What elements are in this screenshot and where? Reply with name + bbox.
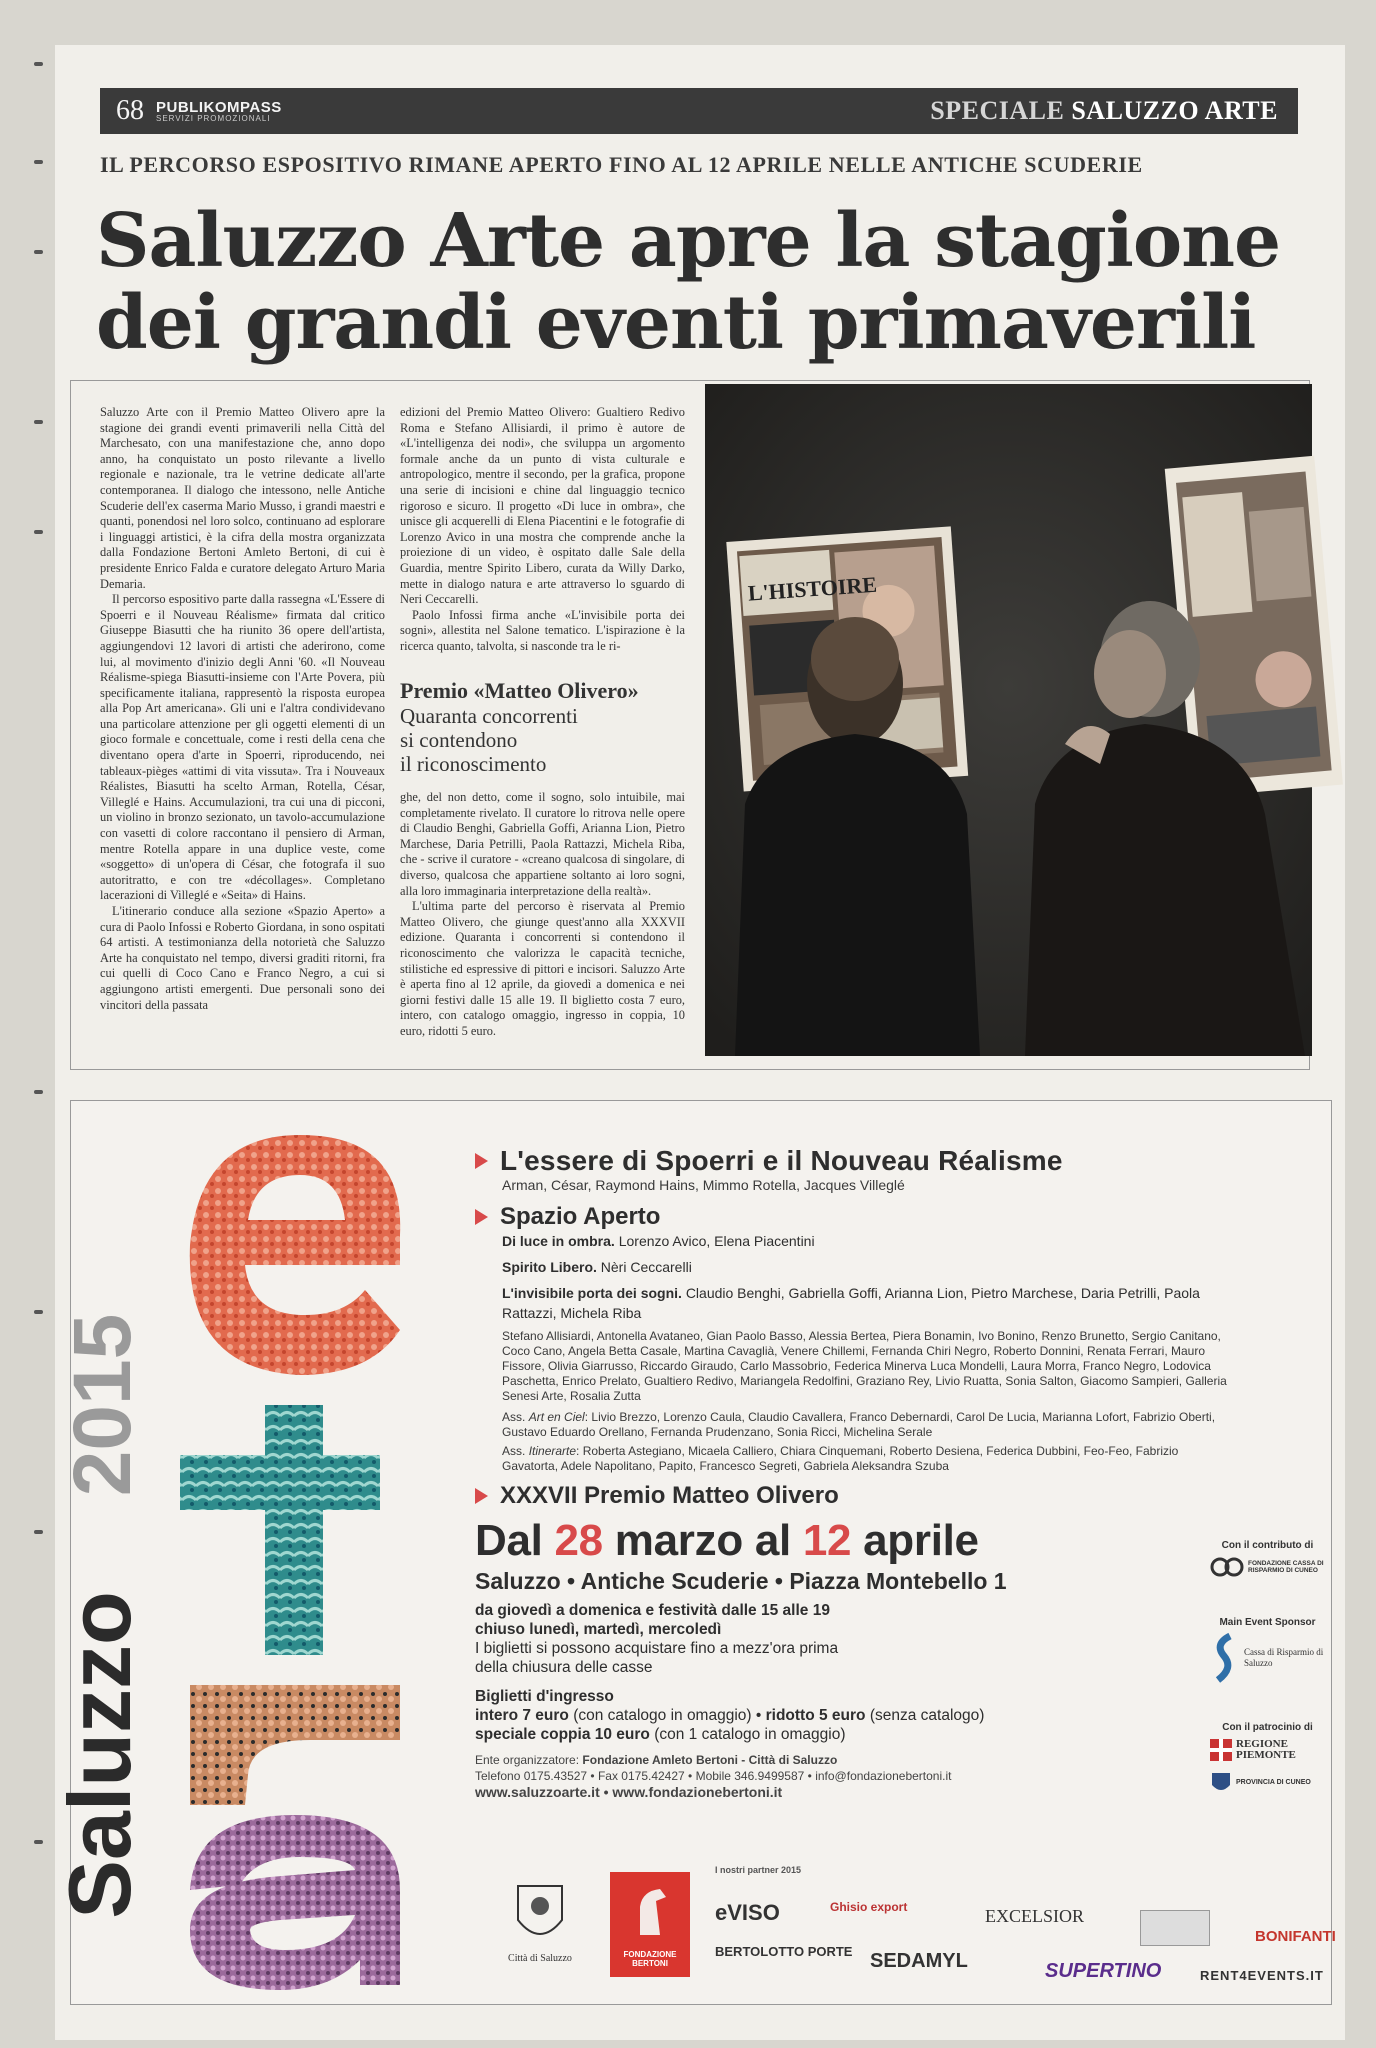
article-paragraph: L'ultima parte del percorso è riservata al Premio Matteo Olivero, che giunge quest'anno alla XXXVII edizione. Quaranta i concorrenti si contendono il riconoscimento che valorizza le capacità tecniche, stilistiche ed espressive di pittori e incisori. Saluzzo Arte è aperta fino al 12 aprile, da giovedì a domenica e nei giorni festivi dalle 15 alle 19. Il biglietto costa 7 euro, intero, con catalogo omaggio, ingresso in coppia, 10 euro, ridotti 5 euro.: [400, 899, 685, 1038]
article-kicker: IL PERCORSO ESPOSITIVO RIMANE APERTO FINO AL 12 APRILE NELLE ANTICHE SCUDERIE: [100, 152, 1143, 177]
partner-sedamyl: SEDAMYL: [870, 1950, 968, 1972]
ticket-couple: speciale coppia 10 euro: [475, 1726, 650, 1743]
partner-supertino: SUPERTINO: [1045, 1960, 1162, 1982]
hours-line: da giovedì a domenica e festività dalle 15 alle 19: [475, 1602, 830, 1619]
exhibit-line: [502, 1231, 1235, 1251]
advertisement-text: [475, 1145, 1235, 1800]
sponsor-label: Con il patrocinio di: [1222, 1722, 1313, 1733]
partners-label: I nostri partner 2015: [715, 1865, 802, 1875]
opening-hours: [475, 1601, 1235, 1677]
section-spazio-aperto: [475, 1203, 1235, 1231]
artist-list: Livio Brezzo, Lorenzo Caula, Claudio Cavallera, Franco Debernardi, Carol De Lucia, Marianna Lofort, Fabrizio Oberti, Gustavo Eduardo Orellano, Fernanda Prudenzano, Sonia Ricci, Michelina Serale: [502, 1410, 1216, 1439]
saluzzo-arte-logo-art: [50, 1115, 430, 1995]
brand-name: PUBLIKOMPASS: [156, 98, 282, 116]
section-title: [930, 96, 1278, 126]
date-end-day: 12: [802, 1516, 852, 1565]
exhibit-artists: Lorenzo Avico, Elena Piacentini: [618, 1233, 815, 1249]
artist-list: Roberta Astegiano, Micaela Calliero, Chiara Cinquemani, Roberto Desiena, Federica Dubbini, Feo-Feo, Fabrizio Gavatorta, Adele Napolitano, Papito, Francesco Segreti, Gabriela Aleksandra Szuba: [502, 1444, 1179, 1473]
sponsor-column: [1210, 1540, 1325, 1795]
crs-logo: [1210, 1634, 1325, 1682]
city-crest-icon: [510, 1880, 570, 1950]
bullet-triangle-icon: [475, 1153, 488, 1169]
page-header-bar: [100, 88, 1298, 134]
subhead-title: Premio «Matteo Olivero»: [400, 678, 639, 703]
bullet-triangle-icon: [475, 1209, 488, 1225]
website-links: www.saluzzoarte.it • www.fondazionebertoni.it: [475, 1784, 783, 1800]
patron-name: REGIONE PIEMONTE: [1236, 1738, 1296, 1761]
article-paragraph: Paolo Infossi firma anche «L'invisibile porta dei sogni», allestita nel Salone tematico. L'ispirazione è la ricerca quanto, talvolta, si nasconde tra le ri-: [400, 607, 685, 653]
assoc-name: Art en Ciel: [528, 1410, 585, 1424]
binding-hole: [34, 420, 43, 424]
binding-hole: [34, 1840, 43, 1844]
patron-name: PROVINCIA DI CUNEO: [1236, 1779, 1311, 1786]
article-paragraph: L'itinerario conduce alla sezione «Spazio Aperto» a cura di Paolo Infossi e Roberto Giordana, in sono ospitati 64 artisti. A testimonianza della notorietà che Saluzzo Arte ha conquistato nel tempo, diversi graditi ritorni, fra cui quelli di Coco Cano e Franco Negro, a cui si aggiungono artisti emergenti. Due personali sono dei vincitori della passata: [100, 904, 385, 1012]
assoc-name: Itinerarte: [528, 1444, 577, 1458]
ticket-note: (con 1 catalogo in omaggio): [654, 1726, 846, 1743]
fondazione-crc-logo: [1210, 1557, 1325, 1577]
regione-piemonte-logo: [1210, 1739, 1325, 1761]
association-line: Ass. Itinerarte: Roberta Astegiano, Micaela Calliero, Chiara Cinquemani, Roberto Desiena, Federica Dubbini, Feo-Feo, Fabrizio Gavatorta, Adele Napolitano, Papito, Francesco Segreti, Gabriela Aleksandra Szuba: [502, 1444, 1179, 1473]
sponsor-label: Main Event Sponsor: [1219, 1617, 1316, 1628]
association-line: Ass. Art en Ciel: Livio Brezzo, Lorenzo Caula, Claudio Cavallera, Franco Debernardi, Carol De Lucia, Marianna Lofort, Fabrizio Oberti, Gustavo Eduardo Orellano, Fernanda Prudenzano, Sonia Ricci, Michelina Serale: [502, 1410, 1216, 1439]
exhibit-name: Di luce in ombra.: [502, 1233, 615, 1249]
ticket-note: della chiusura delle casse: [475, 1659, 653, 1676]
exhibition-photo-illustration: [705, 384, 1312, 1056]
subhead-line: si contendono: [400, 728, 518, 752]
citta-di-saluzzo-logo: [500, 1880, 580, 1964]
partner-bertolotto: BERTOLOTTO PORTE: [715, 1944, 853, 1959]
logo-year: 2015: [57, 1313, 148, 1497]
ticket-note: (senza catalogo): [869, 1707, 985, 1724]
article-paragraph: ghe, del non detto, come il sogno, solo intuibile, mai completamente rivelato. Il curatore lo ritrova nelle opere di Claudio Benghi, Gabriella Goffi, Arianna Lion, Pietro Marchese, Daria Petrilli, Paola Rattazzi, Michela Riba, che - scrive il curatore - «creano qualcosa di singolare, di diverso, qualcosa che appartiene soltanto ai loro sogni, alla loro immaginaria interpretazione della realtà».: [400, 790, 685, 898]
binding-hole: [34, 1310, 43, 1314]
exhibit-artists: Claudio Benghi, Gabriella Goffi, Arianna Lion, Pietro Marchese, Daria Petrilli, Paola Rattazzi, Michela Riba: [502, 1285, 1200, 1321]
sponsor-name: Cassa di Risparmio di Saluzzo: [1244, 1647, 1324, 1668]
partner-excelsior: EXCELSIOR: [985, 1906, 1084, 1926]
headline-line: Saluzzo Arte apre la stagione: [96, 198, 1281, 284]
date-start-month: marzo al: [614, 1516, 791, 1565]
tickets-title: Biglietti d'ingresso: [475, 1688, 614, 1705]
ticket-reduced: ridotto 5 euro: [765, 1707, 866, 1724]
sponsor-label: Con il contributo di: [1221, 1540, 1314, 1551]
section-title: XXXVII Premio Matteo Olivero: [500, 1482, 839, 1509]
date-word: Dal: [475, 1516, 543, 1565]
section-name: SALUZZO ARTE: [1071, 96, 1278, 125]
brand-subtitle: SERVIZI PROMOZIONALI: [156, 113, 271, 123]
article-paragraph: Il percorso espositivo parte dalla rassegna «L'Essere di Spoerri e il Nouveau Réalisme» firmata dal critico Giuseppe Biasutti che ha riunito 36 opere dell'artista, aggiungendovi 12 lavori di artisti che aderirono, come lui, al movimento d'inizio degli Anni '60. «Il Nouveau Réalisme-spiega Biasutti-insieme con l'Arte Povera, più specificamente italiana, rappresentò la risposta europea alla Pop Art americana». Gli uni e l'altra condividevano una particolare attenzione per gli oggetti elementi di un gioco formale e concettuale, come i resti della cena che diventano opera d'arte in Spoerri, riproducendo, nei tableaux-pièges «attimi di vita vissuta». Tra i Nouveaux Réalistes, Biasutti ha scelto Arman, Rotella, César, Villeglé e Hains. Accumulazioni, tra cui una di picconi, un violino in bronzo sezionato, un tavolo-accumulazione con vasetti di colore raccontano il pensiero di Arman, mentre Rotella appare in una duplice veste, come «soggetto» di un'opera di César, che fotografa il suo autoritratto, e con tre «décollages». Completano lacerazioni di Villeglé e «Seita» di Hains.: [100, 592, 385, 903]
partner-export: Ghisio export: [830, 1900, 908, 1914]
organizer-info: [475, 1752, 1235, 1800]
exhibit-line: [502, 1257, 1235, 1277]
binding-hole: [34, 250, 43, 254]
section-title: L'essere di Spoerri e il Nouveau Réalisme: [500, 1145, 1063, 1176]
partner-logo-grey: [1140, 1910, 1210, 1946]
ticket-full: intero 7 euro: [475, 1707, 569, 1724]
subhead-line: il riconoscimento: [400, 752, 547, 776]
ticket-note: (con catalogo in omaggio) •: [573, 1707, 762, 1724]
horse-head-icon: [630, 1887, 670, 1937]
crc-logo-icon: [1210, 1557, 1244, 1577]
date-end-month: aprile: [863, 1516, 979, 1565]
regione-emblem-icon: [1210, 1739, 1232, 1761]
section-premio: [475, 1482, 1235, 1510]
event-dates: [475, 1516, 1235, 1566]
fondazione-bertoni-logo: [610, 1872, 690, 1977]
partner-eviso: eVISO: [715, 1900, 780, 1925]
ticket-note: I biglietti si possono acquistare fino a mezz'ora prima: [475, 1640, 839, 1657]
section-title: Spazio Aperto: [500, 1203, 661, 1230]
poster-text: L'HISTOIRE: [747, 571, 878, 606]
exhibition-photo: [705, 384, 1312, 1056]
binding-hole: [34, 62, 43, 66]
date-start-day: 28: [554, 1516, 603, 1565]
exhibit-name: L'invisibile porta dei sogni.: [502, 1285, 682, 1301]
sponsor-name: FONDAZIONE CASSA DI RISPARMIO DI CUNEO: [1248, 1560, 1324, 1574]
partner-bonifanti: BONIFANTI: [1255, 1928, 1336, 1945]
ticket-prices: [475, 1687, 1235, 1744]
article-paragraph: edizioni del Premio Matteo Olivero: Gualtiero Redivo Roma e Stefano Allisiardi, il primo è autore de «L'intelligenza dei nodi», che sviluppa un argomento formale anche da un punto di vista culturale e antropologico, mentre il secondo, per la grafica, propone una serie di incisioni e chine dal linguaggio tecnico rigoroso e sicuro. Il progetto «Di luce in ombra», che unisce gli acquerelli di Elena Piacentini e le fotografie di Lorenzo Avico in una mostra che comprende anche la proiezione di un video, è ospitato dalle Sale della Guardia, mentre Spirito Libero, curata da Willy Darko, mette in dialogo natura e arte attraverso lo sguardo di Neri Ceccarelli.: [400, 405, 685, 607]
exhibit-artists: Nèri Ceccarelli: [600, 1259, 692, 1275]
page-number: 68: [116, 95, 144, 126]
section-prefix: SPECIALE: [930, 96, 1065, 125]
artist-list: Stefano Allisiardi, Antonella Avataneo, Gian Paolo Basso, Alessia Bertea, Piera Bonamin, Ivo Bonino, Renzo Brunetto, Sergio Canitano, Coco Cano, Angela Betta Casale, Martina Cavaglià, Venere Chillemi, Fernanda Chiri Negro, Roberto Donnini, Renata Ferrari, Mauro Fissore, Olivia Giarrusso, Riccardo Giraudo, Carlo Massobrio, Federica Minerva Luca Mondelli, Laura Morra, Franco Negro, Lodovica Paschetta, Enrico Prelato, Gualtiero Redivo, Mariangela Redolfini, Graziano Rey, Livio Ruatta, Sonia Salton, Giacomo Sampieri, Galleria Senesi Arte, Rosalia Zutta: [502, 1329, 1227, 1403]
exhibit-line: [502, 1283, 1235, 1323]
assoc-label: Ass.: [502, 1444, 526, 1458]
binding-hole: [34, 530, 43, 534]
organizer-label: Ente organizzatore:: [475, 1753, 580, 1767]
publisher-brand: [156, 100, 282, 123]
exhibit-name: Spirito Libero.: [502, 1259, 597, 1275]
contact-details: Telefono 0175.43527 • Fax 0175.42427 • Mobile 346.9499587 • info@fondazionebertoni.it: [475, 1769, 952, 1783]
section-spoerri: [475, 1145, 1235, 1177]
provincia-emblem-icon: [1210, 1771, 1232, 1795]
partner-name: FONDAZIONE BERTONI: [623, 1950, 677, 1968]
article-column-1: [100, 405, 385, 1013]
binding-hole: [34, 160, 43, 164]
provincia-cuneo-logo: [1210, 1771, 1325, 1795]
headline-line: dei grandi eventi primaverili: [96, 280, 1256, 366]
saluzzo-arte-logo: [50, 1115, 430, 1995]
binding-hole: [34, 1090, 43, 1094]
binding-hole: [34, 1530, 43, 1534]
hours-line: chiuso lunedì, martedì, mercoledì: [475, 1621, 722, 1638]
organizer-name: Fondazione Amleto Bertoni - Città di Saluzzo: [582, 1753, 838, 1767]
logo-city: Saluzzo: [50, 1591, 149, 1919]
article-paragraph: Saluzzo Arte con il Premio Matteo Olivero apre la stagione dei grandi eventi primaverili nella Città del Marchesato, con una manifestazione che, anno dopo anno, ha conquistato un posto rilevante a livello regionale e nazionale, tra le vetrine dedicate all'arte contemporanea. Il dialogo che intessono, nelle Antiche Scuderie dell'ex caserma Mario Musso, i grandi maestri e quanti, ponendosi nel loro solco, continuano ad esplorare i linguaggi artistici, è la cifra della mostra organizzata dalla Fondazione Bertoni Amleto Bertoni, di cui è presidente Enrico Falda e curatore delegato Arturo Maria Demaria.: [100, 405, 385, 591]
artist-list: Arman, César, Raymond Hains, Mimmo Rotella, Jacques Villeglé: [502, 1177, 905, 1193]
subhead-line: Quaranta concorrenti: [400, 704, 578, 728]
partner-rent4events: RENT4EVENTS.IT: [1200, 1968, 1324, 1983]
article-headline: [96, 200, 1296, 364]
article-subhead: [400, 678, 690, 776]
assoc-label: Ass.: [502, 1410, 526, 1424]
crs-logo-icon: [1210, 1634, 1238, 1682]
article-column-2-continued: [400, 790, 685, 1040]
bullet-triangle-icon: [475, 1488, 488, 1504]
partner-name: Città di Saluzzo: [508, 1953, 572, 1964]
event-venue: Saluzzo • Antiche Scuderie • Piazza Montebello 1: [475, 1568, 1007, 1594]
article-column-2: [400, 405, 685, 655]
